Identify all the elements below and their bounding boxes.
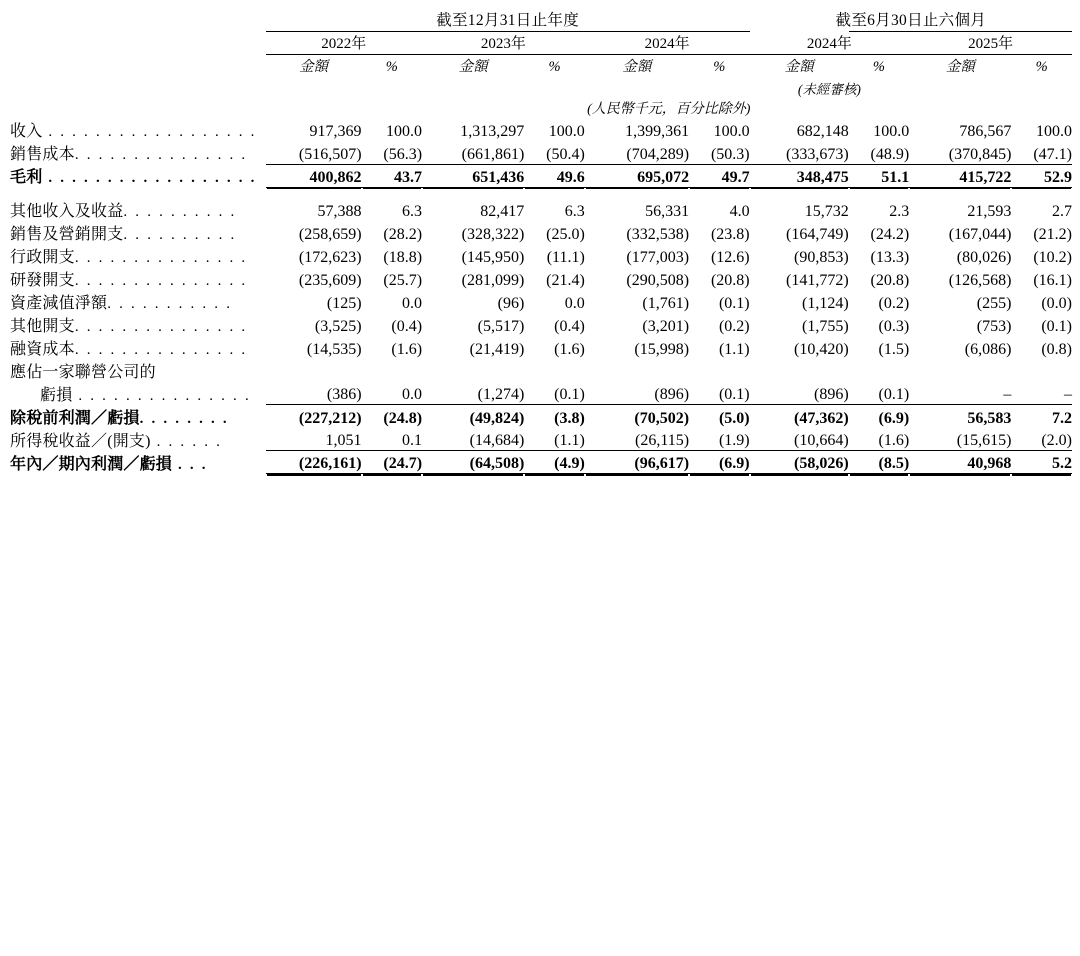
cell-percent: (48.9) bbox=[849, 141, 910, 164]
leader-dots: . . . bbox=[172, 456, 208, 473]
leader-dots: . . . . . . . . . . . . . . . bbox=[74, 147, 248, 163]
leader-dots: . . . . . . . . . . . . . . . bbox=[74, 272, 248, 289]
cell-percent: 0.0 bbox=[402, 294, 423, 312]
cell-percent: (24.8) bbox=[383, 409, 423, 427]
cell-amount: (141,772) bbox=[786, 271, 849, 289]
cell-amount: 400,862 bbox=[266, 164, 362, 187]
row-label-text: 其他收入及收益 bbox=[10, 202, 124, 220]
income-statement-table bbox=[10, 8, 1072, 484]
cell-amount: (896) bbox=[750, 382, 849, 405]
cell-percent: 6.3 bbox=[564, 202, 585, 220]
cell-amount: (290,508) bbox=[626, 271, 690, 289]
leader-dots: . . . . . . . . . . . . . . . bbox=[74, 318, 248, 335]
cell-percent: 4.0 bbox=[729, 202, 750, 220]
cell-percent: (0.4) bbox=[391, 317, 423, 335]
cell-percent bbox=[524, 359, 585, 382]
colhead-pct-2023: % bbox=[548, 59, 561, 75]
row-label bbox=[10, 267, 266, 290]
cell-percent: (0.2) bbox=[718, 317, 750, 335]
leader-dots: . . . . . . . . . . bbox=[123, 226, 237, 243]
cell-percent: (4.9) bbox=[524, 451, 585, 474]
cell-amount: (26,115) bbox=[585, 428, 689, 451]
cell-amount: (6,086) bbox=[964, 340, 1012, 358]
row-label-text: 虧損 bbox=[40, 386, 73, 404]
cell-percent: (47.1) bbox=[1011, 141, 1072, 164]
cell-percent bbox=[362, 359, 423, 382]
unit-note: (人民幣千元，百分比除外) bbox=[587, 102, 751, 117]
header-column-row bbox=[10, 55, 1072, 77]
cell-percent: (2.0) bbox=[1011, 428, 1072, 451]
financial-statement-page bbox=[0, 8, 1080, 956]
cell-percent: 6.3 bbox=[402, 202, 423, 220]
table-row bbox=[10, 221, 1072, 244]
row-label-text: 銷售及營銷開支 bbox=[10, 225, 124, 243]
cell-amount: 1,051 bbox=[266, 428, 362, 451]
cell-percent: 5.2 bbox=[1011, 451, 1072, 474]
spacer-cell bbox=[10, 187, 1072, 198]
row-label-text: 銷售成本 bbox=[10, 146, 75, 163]
cell-amount: (164,749) bbox=[786, 225, 849, 243]
cell-percent: (56.3) bbox=[362, 141, 423, 164]
cell-amount: 40,968 bbox=[909, 451, 1011, 474]
cell-amount: 1,313,297 bbox=[460, 123, 525, 140]
leader-dots: . . . . . . bbox=[150, 433, 223, 450]
cell-percent: (0.1) bbox=[718, 294, 750, 312]
cell-amount: 82,417 bbox=[480, 202, 525, 220]
cell-amount: (47,362) bbox=[794, 409, 849, 427]
cell-amount: 786,567 bbox=[959, 123, 1012, 140]
cell-percent: (28.2) bbox=[383, 225, 423, 243]
group-title-annual: 截至12月31日止年度 bbox=[436, 12, 579, 29]
table-row bbox=[10, 118, 1072, 141]
row-label bbox=[10, 313, 266, 336]
cell-amount: (3,525) bbox=[314, 317, 362, 335]
row-label-text: 應佔一家聯營公司的 bbox=[10, 363, 156, 381]
cell-amount: 682,148 bbox=[796, 123, 849, 140]
leader-dots: . . . . . . . . . . . . . . . bbox=[74, 249, 248, 266]
colhead-pct-interim-2025: % bbox=[1035, 59, 1048, 75]
group-title-interim: 截至6月30日止六個月 bbox=[835, 12, 987, 29]
cell-amount: (258,659) bbox=[298, 225, 362, 243]
row-label bbox=[10, 198, 266, 221]
row-spacer bbox=[10, 187, 1072, 198]
header-group-row bbox=[10, 8, 1072, 30]
colhead-pct-2022: % bbox=[385, 59, 398, 75]
table-row bbox=[10, 244, 1072, 267]
cell-percent: 0.0 bbox=[362, 382, 423, 405]
empty-cell bbox=[10, 32, 266, 54]
cell-percent: (0.1) bbox=[689, 382, 750, 405]
cell-amount: (126,568) bbox=[948, 271, 1012, 289]
unaudited-note: (未經審核) bbox=[797, 82, 861, 97]
row-label bbox=[10, 118, 266, 141]
leader-dots: . . . . . . . . . . . bbox=[107, 295, 233, 312]
cell-amount bbox=[750, 359, 849, 382]
cell-amount: (370,845) bbox=[909, 141, 1011, 164]
empty-cell bbox=[10, 55, 266, 77]
colhead-amount-interim-2025: 金額 bbox=[945, 59, 975, 75]
cell-percent: (20.8) bbox=[710, 271, 750, 289]
cell-amount: – bbox=[909, 382, 1011, 405]
colhead-amount-interim-2024: 金額 bbox=[784, 59, 814, 75]
cell-percent: (18.8) bbox=[383, 248, 423, 266]
header-unaudited-row bbox=[10, 76, 1072, 98]
cell-percent: (21.4) bbox=[546, 271, 585, 289]
row-label-text: 毛利 bbox=[10, 169, 43, 186]
cell-amount: (167,044) bbox=[948, 225, 1012, 243]
cell-amount: 415,722 bbox=[909, 164, 1011, 187]
row-label-text: 收入 bbox=[10, 123, 43, 140]
cell-amount: (328,322) bbox=[461, 225, 525, 243]
table-row bbox=[10, 313, 1072, 336]
cell-amount: (661,861) bbox=[422, 141, 524, 164]
cell-percent: (0.1) bbox=[849, 382, 910, 405]
year-2023: 2023年 bbox=[480, 36, 526, 52]
cell-amount: (753) bbox=[976, 317, 1012, 335]
cell-amount: (10,420) bbox=[794, 340, 849, 358]
year-2022: 2022年 bbox=[321, 36, 367, 52]
table-row bbox=[10, 405, 1072, 428]
cell-percent: (1.6) bbox=[849, 428, 910, 451]
cell-percent: 49.6 bbox=[524, 164, 585, 187]
cell-amount: (704,289) bbox=[585, 141, 689, 164]
cell-percent: 100.0 bbox=[386, 123, 423, 140]
cell-amount: (14,535) bbox=[306, 340, 362, 358]
cell-percent: (11.1) bbox=[546, 248, 585, 266]
spacer-cell bbox=[10, 474, 1072, 485]
cell-amount: (125) bbox=[326, 294, 362, 312]
cell-amount: (172,623) bbox=[298, 248, 362, 266]
table-row bbox=[10, 290, 1072, 313]
cell-percent: 51.1 bbox=[849, 164, 910, 187]
cell-amount: 56,583 bbox=[967, 409, 1012, 427]
table-row bbox=[10, 198, 1072, 221]
cell-amount bbox=[909, 359, 1011, 382]
cell-amount: (96,617) bbox=[585, 451, 689, 474]
cell-amount: (96) bbox=[497, 294, 525, 312]
row-label-text: 其他開支 bbox=[10, 317, 75, 335]
cell-amount bbox=[422, 359, 524, 382]
cell-amount: (70,502) bbox=[634, 409, 690, 427]
empty-cell bbox=[909, 76, 1072, 98]
leader-dots: . . . . . . . . . . . . . . . bbox=[74, 341, 248, 358]
empty-cell bbox=[10, 76, 750, 98]
header-year-row bbox=[10, 32, 1072, 54]
cell-percent: (0.1) bbox=[1041, 317, 1072, 335]
table-row bbox=[10, 428, 1072, 451]
cell-percent: (0.0) bbox=[1041, 294, 1072, 312]
cell-amount: (90,853) bbox=[794, 248, 849, 266]
cell-amount: (80,026) bbox=[956, 248, 1012, 266]
cell-percent bbox=[689, 359, 750, 382]
row-label-text: 融資成本 bbox=[10, 340, 75, 358]
table-row bbox=[10, 141, 1072, 164]
cell-percent: (5.0) bbox=[718, 409, 750, 427]
cell-amount: (5,517) bbox=[477, 317, 525, 335]
leader-dots: . . . . . . . . . . bbox=[123, 203, 237, 220]
cell-percent: 0.0 bbox=[564, 294, 585, 312]
colhead-pct-interim-2024: % bbox=[872, 59, 885, 75]
cell-amount: 57,388 bbox=[317, 202, 362, 220]
cell-percent: (25.0) bbox=[546, 225, 585, 243]
row-label-text: 所得稅收益／(開支) bbox=[10, 432, 151, 450]
colhead-pct-2024: % bbox=[713, 59, 726, 75]
row-label bbox=[10, 451, 266, 474]
cell-amount: (3,201) bbox=[642, 317, 690, 335]
row-label bbox=[10, 290, 266, 313]
cell-amount: (58,026) bbox=[750, 451, 849, 474]
row-spacer bbox=[10, 474, 1072, 485]
cell-percent: (1.1) bbox=[524, 428, 585, 451]
year-2024: 2024年 bbox=[644, 36, 690, 52]
cell-percent: (3.8) bbox=[554, 409, 585, 427]
cell-amount: (227,212) bbox=[298, 409, 362, 427]
row-label-text: 年內／期內利潤／虧損 bbox=[10, 455, 173, 473]
cell-amount: (896) bbox=[585, 382, 689, 405]
cell-percent: (23.8) bbox=[710, 225, 750, 243]
row-label bbox=[10, 382, 266, 405]
row-label bbox=[10, 405, 266, 428]
cell-amount: 56,331 bbox=[645, 202, 690, 220]
empty-corner bbox=[10, 8, 266, 30]
row-label bbox=[10, 244, 266, 267]
cell-percent: (21.2) bbox=[1033, 225, 1072, 243]
cell-percent: 100.0 bbox=[1036, 123, 1072, 140]
cell-percent: 2.3 bbox=[889, 202, 910, 220]
cell-percent: 100.0 bbox=[873, 123, 910, 140]
table-row bbox=[10, 267, 1072, 290]
cell-percent: 100.0 bbox=[548, 123, 585, 140]
cell-amount: (516,507) bbox=[266, 141, 362, 164]
cell-amount: (1,124) bbox=[802, 294, 849, 312]
interim-2024: 2024年 bbox=[806, 36, 852, 52]
cell-percent: 7.2 bbox=[1052, 409, 1072, 427]
cell-percent: (16.1) bbox=[1033, 271, 1072, 289]
cell-percent: (0.3) bbox=[878, 317, 910, 335]
cell-percent: (20.8) bbox=[870, 271, 910, 289]
cell-percent: (10.2) bbox=[1033, 248, 1072, 266]
leader-dots: . . . . . . . . . . . . . . . bbox=[72, 387, 251, 404]
cell-percent: (12.6) bbox=[710, 248, 750, 266]
cell-amount: (333,673) bbox=[750, 141, 849, 164]
cell-percent: (1.9) bbox=[689, 428, 750, 451]
cell-amount: (14,684) bbox=[422, 428, 524, 451]
cell-amount: 651,436 bbox=[422, 164, 524, 187]
cell-amount: (1,761) bbox=[642, 294, 690, 312]
cell-percent: (50.3) bbox=[689, 141, 750, 164]
colhead-amount-2023: 金額 bbox=[458, 59, 488, 75]
leader-dots: . . . . . . . . . . . . . . . . . . bbox=[42, 124, 257, 140]
cell-amount: 695,072 bbox=[585, 164, 689, 187]
cell-percent: – bbox=[1011, 382, 1072, 405]
row-label-text: 研發開支 bbox=[10, 271, 75, 289]
cell-percent: (24.2) bbox=[870, 225, 910, 243]
leader-dots: . . . . . . . . bbox=[139, 410, 229, 427]
cell-amount: (15,998) bbox=[634, 340, 690, 358]
cell-amount: 15,732 bbox=[804, 202, 849, 220]
cell-percent: 43.7 bbox=[362, 164, 423, 187]
cell-amount bbox=[266, 359, 362, 382]
cell-percent: (8.5) bbox=[849, 451, 910, 474]
cell-percent: 2.7 bbox=[1052, 202, 1072, 220]
cell-percent: (0.2) bbox=[878, 294, 910, 312]
cell-amount: (235,609) bbox=[298, 271, 362, 289]
cell-amount: (21,419) bbox=[469, 340, 525, 358]
row-label bbox=[10, 336, 266, 359]
cell-percent: 49.7 bbox=[689, 164, 750, 187]
cell-amount: 348,475 bbox=[750, 164, 849, 187]
row-label bbox=[10, 221, 266, 244]
cell-percent bbox=[1011, 359, 1072, 382]
cell-amount: 917,369 bbox=[309, 123, 362, 140]
cell-amount: (226,161) bbox=[266, 451, 362, 474]
cell-percent: (0.8) bbox=[1041, 340, 1072, 358]
cell-percent: (0.1) bbox=[524, 382, 585, 405]
leader-dots: . . . . . . . . . . . . . . . . . . bbox=[42, 170, 257, 186]
cell-amount: 1,399,361 bbox=[625, 123, 690, 140]
cell-percent: (50.4) bbox=[524, 141, 585, 164]
row-label bbox=[10, 359, 266, 382]
row-label bbox=[10, 164, 266, 187]
cell-percent: 100.0 bbox=[713, 123, 750, 140]
header-unit-row bbox=[10, 98, 1072, 118]
row-label bbox=[10, 428, 266, 451]
cell-amount: (1,274) bbox=[422, 382, 524, 405]
cell-amount: (255) bbox=[976, 294, 1012, 312]
cell-percent: (0.4) bbox=[554, 317, 585, 335]
cell-percent: (1.6) bbox=[554, 340, 585, 358]
cell-amount: (15,615) bbox=[909, 428, 1011, 451]
cell-percent: 52.9 bbox=[1011, 164, 1072, 187]
row-label bbox=[10, 141, 266, 164]
table-row bbox=[10, 336, 1072, 359]
colhead-amount-2024: 金額 bbox=[622, 59, 652, 75]
cell-percent: 0.1 bbox=[362, 428, 423, 451]
cell-amount: (64,508) bbox=[422, 451, 524, 474]
cell-amount: (332,538) bbox=[626, 225, 690, 243]
row-label-text: 資產減值淨額 bbox=[10, 294, 108, 312]
cell-percent: (1.1) bbox=[718, 340, 750, 358]
empty-cell bbox=[10, 98, 266, 118]
cell-amount: (145,950) bbox=[461, 248, 525, 266]
table-row bbox=[10, 164, 1072, 187]
cell-percent: (1.5) bbox=[878, 340, 910, 358]
cell-percent: (6.9) bbox=[878, 409, 910, 427]
cell-amount: (1,755) bbox=[802, 317, 849, 335]
cell-percent: (1.6) bbox=[391, 340, 423, 358]
row-label-text: 除稅前利潤／虧損 bbox=[10, 409, 140, 427]
table-row bbox=[10, 359, 1072, 382]
cell-percent: (13.3) bbox=[870, 248, 910, 266]
cell-amount: (177,003) bbox=[626, 248, 690, 266]
cell-amount: (49,824) bbox=[469, 409, 525, 427]
table-row bbox=[10, 451, 1072, 474]
table-row bbox=[10, 382, 1072, 405]
interim-2025: 2025年 bbox=[968, 36, 1014, 52]
cell-amount: (386) bbox=[266, 382, 362, 405]
cell-amount: 21,593 bbox=[967, 202, 1012, 220]
cell-amount bbox=[585, 359, 689, 382]
cell-percent bbox=[849, 359, 910, 382]
cell-amount: (281,099) bbox=[461, 271, 525, 289]
colhead-amount-2022: 金額 bbox=[299, 59, 329, 75]
row-label-text: 行政開支 bbox=[10, 248, 75, 266]
cell-percent: (6.9) bbox=[689, 451, 750, 474]
cell-amount: (10,664) bbox=[750, 428, 849, 451]
cell-percent: (25.7) bbox=[383, 271, 423, 289]
cell-percent: (24.7) bbox=[362, 451, 423, 474]
